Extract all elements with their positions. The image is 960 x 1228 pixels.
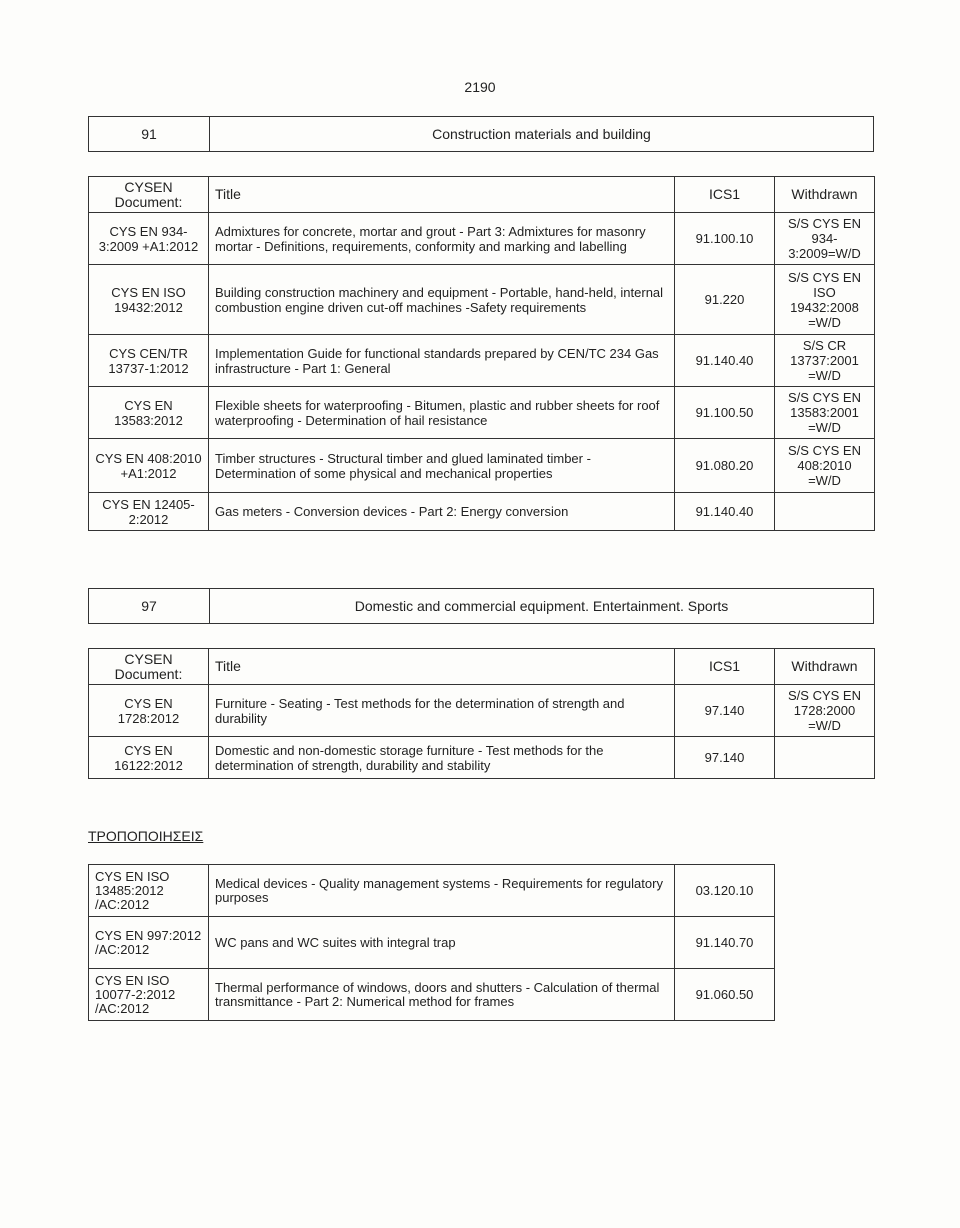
cell-title: Flexible sheets for waterproofing - Bitumen, plastic and rubber sheets for roof waterproofing - Determination of hail resistance [209, 387, 675, 439]
table-row [89, 265, 875, 335]
cell-title: Implementation Guide for functional standards prepared by CEN/TC 234 Gas infrastructure - Part 1: General [209, 335, 675, 387]
table-row [89, 685, 875, 737]
cell-title: Timber structures - Structural timber and glued laminated timber - Determination of some physical and mechanical properties [209, 439, 675, 493]
cell-ics: 91.080.20 [675, 439, 775, 493]
standards-table-97 [88, 648, 875, 779]
cell-ics: 03.120.10 [675, 865, 775, 917]
cell-title: Gas meters - Conversion devices - Part 2: Energy conversion [209, 493, 675, 531]
cell-withdrawn: S/S CYS EN 408:2010 =W/D [775, 439, 875, 493]
cell-document: CYS CEN/TR 13737-1:2012 [89, 335, 209, 387]
cell-ics: 97.140 [675, 685, 775, 737]
section-header-97 [88, 588, 874, 624]
cell-ics: 91.140.70 [675, 917, 775, 969]
cell-title: Furniture - Seating - Test methods for the determination of strength and durability [209, 685, 675, 737]
cell-title: Thermal performance of windows, doors and shutters - Calculation of thermal transmittance - Part 2: Numerical method for frames [209, 969, 675, 1021]
cell-ics: 91.100.10 [675, 213, 775, 265]
table-header-row [89, 649, 875, 685]
amendments-table [88, 864, 775, 1021]
cell-withdrawn: S/S CYS EN ISO 19432:2008 =W/D [775, 265, 875, 335]
table-row [89, 335, 875, 387]
amendments-heading: ΤΡΟΠΟΠΟΙΗΣΕΙΣ [88, 828, 204, 844]
cell-ics: 91.060.50 [675, 969, 775, 1021]
cell-document: CYS EN ISO 19432:2012 [89, 265, 209, 335]
cell-title: Building construction machinery and equipment - Portable, hand-held, internal combustion engine driven cut-off machines -Safety requirements [209, 265, 675, 335]
cell-document: CYS EN 408:2010 +A1:2012 [89, 439, 209, 493]
section-number: 91 [89, 117, 210, 151]
table-row [89, 737, 875, 779]
col-header-ics: ICS1 [675, 649, 775, 685]
standards-table-91 [88, 176, 875, 531]
col-header-title: Title [209, 177, 675, 213]
cell-document: CYS EN 1728:2012 [89, 685, 209, 737]
col-header-document: CYSEN Document: [89, 649, 209, 685]
section-title: Domestic and commercial equipment. Entertainment. Sports [354, 598, 729, 614]
col-header-title: Title [209, 649, 675, 685]
cell-ics: 97.140 [675, 737, 775, 779]
cell-title: Admixtures for concrete, mortar and grout - Part 3: Admixtures for masonry mortar - Definitions, requirements, conformity and marking and labelling [209, 213, 675, 265]
cell-title: Domestic and non-domestic storage furniture - Test methods for the determination of strength, durability and stability [209, 737, 675, 779]
section-header-91 [88, 116, 874, 152]
col-header-ics: ICS1 [675, 177, 775, 213]
cell-withdrawn [775, 737, 875, 779]
cell-withdrawn: S/S CYS EN 1728:2000 =W/D [775, 685, 875, 737]
table-row [89, 917, 775, 969]
cell-document: CYS EN 16122:2012 [89, 737, 209, 779]
table-row [89, 213, 875, 265]
section-title: Construction materials and building [432, 126, 651, 142]
cell-withdrawn: S/S CR 13737:2001 =W/D [775, 335, 875, 387]
col-header-withdrawn: Withdrawn [775, 177, 875, 213]
table-header-row [89, 177, 875, 213]
cell-document: CYS EN 934-3:2009 +A1:2012 [89, 213, 209, 265]
cell-withdrawn: S/S CYS EN 934-3:2009=W/D [775, 213, 875, 265]
cell-document: CYS EN 12405-2:2012 [89, 493, 209, 531]
cell-ics: 91.100.50 [675, 387, 775, 439]
cell-title: Medical devices - Quality management systems - Requirements for regulatory purposes [209, 865, 675, 917]
cell-document: CYS EN ISO 13485:2012 /AC:2012 [89, 865, 209, 917]
page-number: 2190 [464, 79, 496, 95]
table-row [89, 439, 875, 493]
cell-document: CYS EN 997:2012 /AC:2012 [89, 917, 209, 969]
col-header-withdrawn: Withdrawn [775, 649, 875, 685]
cell-title: WC pans and WC suites with integral trap [209, 917, 675, 969]
cell-ics: 91.140.40 [675, 335, 775, 387]
table-row [89, 387, 875, 439]
cell-document: CYS EN ISO 10077-2:2012 /AC:2012 [89, 969, 209, 1021]
table-row [89, 493, 875, 531]
table-row [89, 865, 775, 917]
cell-ics: 91.140.40 [675, 493, 775, 531]
table-row [89, 969, 775, 1021]
cell-withdrawn: S/S CYS EN 13583:2001 =W/D [775, 387, 875, 439]
cell-document: CYS EN 13583:2012 [89, 387, 209, 439]
cell-ics: 91.220 [675, 265, 775, 335]
section-number: 97 [89, 589, 210, 623]
cell-withdrawn [775, 493, 875, 531]
col-header-document: CYSEN Document: [89, 177, 209, 213]
